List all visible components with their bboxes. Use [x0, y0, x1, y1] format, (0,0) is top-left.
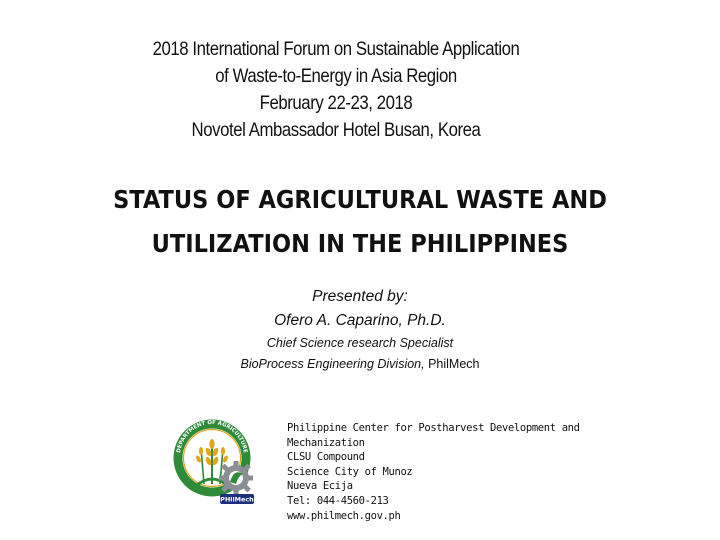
website-link[interactable]: www.philmech.gov.ph: [287, 509, 401, 522]
presenter-block: [0, 285, 720, 374]
forum-date: February 22-23, 2018: [259, 92, 413, 114]
presented-by-label: Presented by:: [312, 288, 408, 305]
presenter-name: Ofero A. Caparino, Ph.D.: [274, 312, 446, 329]
presentation-title-line-1: STATUS OF AGRICULTURAL WASTE AND: [113, 185, 607, 214]
forum-venue: Novotel Ambassador Hotel Busan, Korea: [191, 119, 481, 141]
forum-header: [47, 36, 625, 144]
org-name-line-1: Philippine Center for Postharvest Development and: [287, 422, 580, 434]
presenter-position: Chief Science research Specialist: [266, 336, 454, 350]
presentation-title: [36, 178, 684, 266]
org-name-line-2: Mechanization: [287, 436, 365, 449]
forum-title-line-1: 2018 International Forum on Sustainable Application: [152, 38, 520, 60]
contact-block: [287, 421, 580, 523]
presenter-affiliation: [0, 354, 720, 374]
presenter-agency: PhilMech: [428, 357, 480, 371]
presentation-title-line-2: UTILIZATION IN THE PHILIPPINES: [151, 229, 569, 258]
address-line-2: Science City of Munoz: [287, 465, 413, 478]
forum-title-line-2: of Waste-to-Energy in Asia Region: [215, 65, 457, 87]
logo-graphic: [168, 412, 268, 512]
philmech-da-logo: [168, 412, 268, 512]
philmech-badge-text: PHilMech: [220, 495, 254, 504]
address-line-1: CLSU Compound: [287, 451, 365, 464]
gear-icon: [219, 461, 253, 495]
seal-ring-text: DEPARTMENT OF AGRICULTURE: [176, 419, 248, 454]
address-line-3: Nueva Ecija: [287, 480, 353, 493]
telephone: Tel: 044-4560-213: [287, 494, 389, 507]
presenter-division: BioProcess Engineering Division,: [240, 357, 425, 371]
